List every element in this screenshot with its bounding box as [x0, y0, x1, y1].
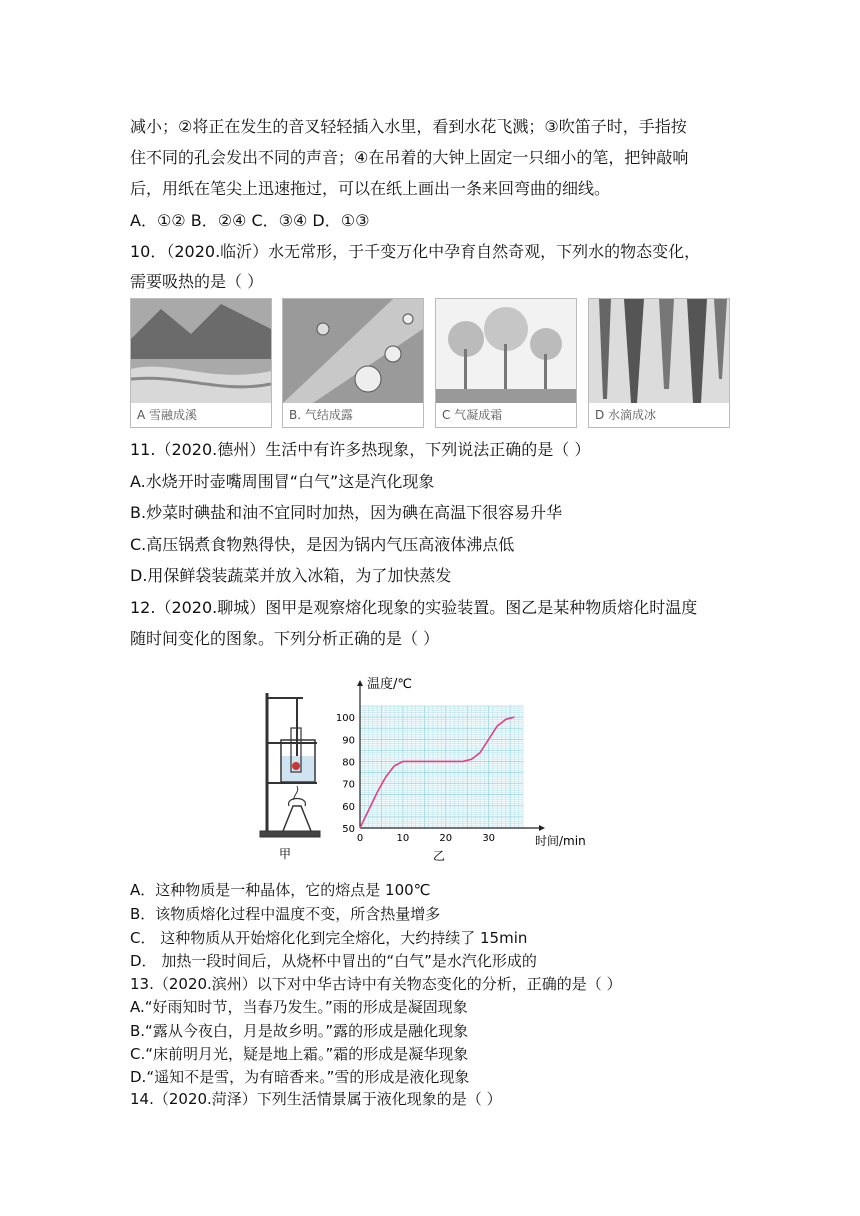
- question-10-cont: 需要吸热的是（ ）: [130, 272, 264, 291]
- figure-12: [255, 668, 605, 868]
- question-10: 10．（2020.临沂）水无常形，于千变万化中孕育自然奇观，下列水的物态变化，: [130, 242, 701, 261]
- snow-stream-image: [131, 299, 271, 403]
- photo-b: [282, 298, 424, 428]
- answer-options: A．①② B．②④ C．③④ D．①③: [130, 211, 370, 230]
- photo-caption: C 气凝成霜: [436, 403, 576, 427]
- option-a: A.水烧开时壶嘴周围冒“白气”这是汽化现象: [130, 472, 435, 491]
- text-line: 后，用纸在笔尖上迅速拖过，可以在纸上画出一条来回弯曲的细线。: [130, 179, 611, 198]
- x-axis-label: 时间/min: [535, 834, 586, 848]
- option-d: D.“遥知不是雪，为有暗香来。”雪的形成是液化现象: [130, 1068, 470, 1086]
- text-line: 减小；②将正在发生的音叉轻轻插入水里，看到水花飞溅；③吹笛子时，手指按: [130, 117, 687, 136]
- y-axis-label: 温度/℃: [367, 677, 412, 692]
- photo-a: [130, 298, 272, 428]
- photo-caption: A 雪融成溪: [131, 403, 271, 427]
- apparatus: [260, 693, 320, 837]
- photo-caption: D 水滴成冰: [589, 403, 729, 427]
- y-tick-label: 50: [342, 824, 355, 835]
- option-d: D.用保鲜袋装蔬菜并放入冰箱，为了加快蒸发: [130, 566, 452, 585]
- question-14: 14.（2020.菏泽）下列生活情景属于液化现象的是（ ）: [130, 1090, 502, 1108]
- photo-options: [130, 298, 730, 428]
- x-tick-label: 20: [439, 833, 453, 844]
- right-figure-label: 乙: [433, 849, 446, 863]
- photo-c: [435, 298, 577, 428]
- option-c: C.“床前明月光，疑是地上霜。”霜的形成是凝华现象: [130, 1045, 469, 1063]
- photo-caption: B. 气结成露: [283, 403, 423, 427]
- option-a: A．这种物质是一种晶体，它的熔点是 100℃: [130, 881, 431, 899]
- y-tick-label: 100: [335, 713, 355, 725]
- x-axis-arrow: [539, 825, 545, 831]
- y-tick-label: 80: [342, 757, 355, 769]
- option-b: B.“露从今夜白，月是故乡明。”露的形成是融化现象: [130, 1022, 469, 1040]
- option-a: A.“好雨知时节，当春乃发生。”雨的形成是凝固现象: [130, 998, 468, 1016]
- text-line: 住不同的孔会发出不同的声音；④在吊着的大钟上固定一只细小的笔，把钟敲响: [130, 148, 689, 167]
- photo-d: [588, 298, 730, 428]
- x-tick-label: 10: [396, 833, 410, 844]
- option-b: B．该物质熔化过程中温度不变，所含热量增多: [130, 905, 441, 923]
- y-tick-label: 60: [342, 801, 355, 813]
- option-b: B.炒菜时碘盐和油不宜同时加热，因为碘在高温下很容易升华: [130, 503, 563, 522]
- y-tick-label: 90: [342, 735, 355, 747]
- icicles-image: [589, 299, 729, 403]
- question-12: 12.（2020.聊城）图甲是观察熔化现象的实验装置。图乙是某种物质熔化时温度: [130, 598, 698, 617]
- y-axis-arrow: [357, 680, 363, 686]
- y-tick-label: 70: [342, 779, 355, 791]
- option-c: C.高压锅煮食物熟得快，是因为锅内气压高液体沸点低: [130, 535, 515, 554]
- left-figure-label: 甲: [279, 847, 292, 861]
- chart-area: [336, 680, 545, 844]
- figure-svg: [255, 668, 605, 868]
- frost-trees-image: [436, 299, 576, 403]
- question-12-cont: 随时间变化的图象。下列分析正确的是（ ）: [130, 629, 440, 648]
- dew-drops-image: [283, 299, 423, 403]
- x-tick-label: 30: [482, 833, 496, 844]
- question-11: 11.（2020.德州）生活中有许多热现象，下列说法正确的是（ ）: [130, 440, 591, 459]
- option-d: D． 加热一段时间后，从烧杯中冒出的“白气”是水汽化形成的: [130, 952, 537, 970]
- question-13: 13.（2020.滨州）以下对中华古诗中有关物态变化的分析，正确的是（ ）: [130, 975, 622, 993]
- option-c: C． 这种物质从开始熔化化到完全熔化，大约持续了 15min: [130, 929, 528, 947]
- x-tick-label: 0: [356, 833, 364, 844]
